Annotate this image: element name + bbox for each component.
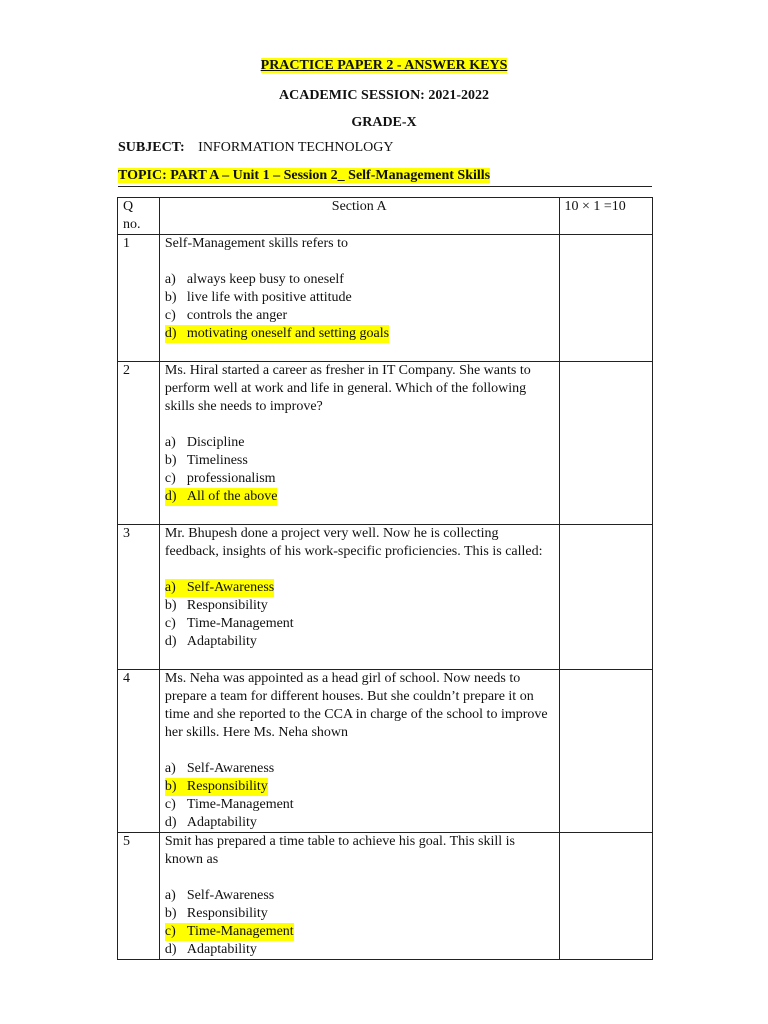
grade-label: GRADE-X xyxy=(351,115,417,130)
option-content xyxy=(165,597,268,615)
option-text: controls the anger xyxy=(186,308,288,323)
option-content xyxy=(165,814,257,832)
option-letter: d) xyxy=(164,815,177,830)
answer-option xyxy=(165,307,554,325)
option-content xyxy=(165,470,276,488)
question-text: Ms. Neha was appointed as a head girl of school. Now needs to prepare a team for different houses. But she couldn’t prepare it on time and she reported to the CCA in charge of the school to improve her skills. Here Ms. Neha shown xyxy=(164,671,548,740)
option-letter: a) xyxy=(164,435,176,450)
question-number: 4 xyxy=(118,670,160,833)
answer-option xyxy=(165,289,554,307)
option-text: professionalism xyxy=(186,471,276,486)
option-content xyxy=(165,905,268,923)
subject-label: SUBJECT: xyxy=(118,140,185,155)
option-text: always keep busy to oneself xyxy=(186,272,344,287)
question-cell xyxy=(159,235,559,362)
correct-answer-highlight xyxy=(165,923,294,941)
option-letter: a) xyxy=(164,272,176,287)
option-letter: a) xyxy=(164,580,176,595)
answer-option xyxy=(165,887,554,905)
spacer xyxy=(165,651,554,669)
option-content xyxy=(165,796,294,814)
marks-cell xyxy=(559,833,652,960)
option-letter: a) xyxy=(164,888,176,903)
answer-option xyxy=(165,615,554,633)
option-content xyxy=(165,271,344,289)
spacer xyxy=(165,343,554,361)
option-letter: d) xyxy=(164,942,177,957)
option-letter: c) xyxy=(164,616,176,631)
answer-option xyxy=(165,760,554,778)
marks-cell xyxy=(559,670,652,833)
option-content xyxy=(165,307,287,325)
answer-option xyxy=(165,778,554,796)
spacer xyxy=(165,869,554,887)
table-row xyxy=(118,362,653,525)
option-letter: c) xyxy=(164,471,176,486)
option-content xyxy=(165,941,257,959)
answer-key-table xyxy=(117,197,653,960)
answer-option xyxy=(165,452,554,470)
option-text: Adaptability xyxy=(186,942,257,957)
spacer xyxy=(165,253,554,271)
option-text: Timeliness xyxy=(186,453,248,468)
topic-line xyxy=(118,168,490,184)
answer-option xyxy=(165,905,554,923)
option-letter: b) xyxy=(164,779,177,794)
option-text: Adaptability xyxy=(186,815,257,830)
option-letter: d) xyxy=(164,489,177,504)
option-text: Self-Awareness xyxy=(186,761,275,776)
correct-answer-highlight xyxy=(165,325,389,343)
spacer xyxy=(165,561,554,579)
question-cell xyxy=(159,670,559,833)
answer-option xyxy=(165,488,554,506)
option-text: Time-Management xyxy=(186,616,294,631)
answer-option xyxy=(165,434,554,452)
answer-option xyxy=(165,633,554,651)
option-letter: b) xyxy=(164,598,177,613)
title-text: PRACTICE PAPER 2 - ANSWER KEYS xyxy=(260,58,508,73)
column-header-section: Section A xyxy=(159,198,559,235)
option-letter: c) xyxy=(164,924,176,939)
subject-value: INFORMATION TECHNOLOGY xyxy=(198,140,394,155)
option-content xyxy=(165,434,245,452)
option-letter: b) xyxy=(164,906,177,921)
question-text: Ms. Hiral started a career as fresher in IT Company. She wants to perform well at work and life in general. Which of the following skills she needs to improve? xyxy=(164,363,531,414)
marks-cell xyxy=(559,235,652,362)
option-content xyxy=(165,887,274,905)
column-header-marks: 10 × 1 =10 xyxy=(559,198,652,235)
option-letter: d) xyxy=(164,634,177,649)
option-content xyxy=(165,615,294,633)
option-text: live life with positive attitude xyxy=(186,290,352,305)
horizontal-divider xyxy=(118,186,652,187)
answer-option xyxy=(165,796,554,814)
spacer xyxy=(165,506,554,524)
answer-option xyxy=(165,941,554,959)
question-number: 5 xyxy=(118,833,160,960)
table-row xyxy=(118,525,653,670)
answer-option xyxy=(165,814,554,832)
option-letter: a) xyxy=(164,761,176,776)
marks-cell xyxy=(559,362,652,525)
option-text: motivating oneself and setting goals xyxy=(186,326,390,341)
correct-answer-highlight xyxy=(165,488,278,506)
spacer xyxy=(165,742,554,760)
option-text: Adaptability xyxy=(186,634,257,649)
option-letter: b) xyxy=(164,290,177,305)
option-content xyxy=(165,452,248,470)
table-header-row xyxy=(118,198,653,235)
topic-text: TOPIC: PART A – Unit 1 – Session 2_ Self-Management Skills xyxy=(118,168,491,183)
option-letter: c) xyxy=(164,797,176,812)
option-text: Self-Awareness xyxy=(186,580,275,595)
option-text: Self-Awareness xyxy=(186,888,275,903)
answer-option xyxy=(165,325,554,343)
table-row xyxy=(118,833,653,960)
column-header-qno: Q no. xyxy=(118,198,160,235)
question-cell xyxy=(159,362,559,525)
option-text: Time-Management xyxy=(186,797,294,812)
option-text: Responsibility xyxy=(186,906,268,921)
question-number: 3 xyxy=(118,525,160,670)
question-text: Smit has prepared a time table to achieve his goal. This skill is known as xyxy=(164,834,515,867)
answer-option xyxy=(165,923,554,941)
answer-option xyxy=(165,271,554,289)
answer-option xyxy=(165,470,554,488)
question-number: 2 xyxy=(118,362,160,525)
table-row xyxy=(118,670,653,833)
question-cell xyxy=(159,833,559,960)
option-content xyxy=(165,760,274,778)
answer-option xyxy=(165,579,554,597)
option-letter: c) xyxy=(164,308,176,323)
option-text: Responsibility xyxy=(186,598,268,613)
option-letter: b) xyxy=(164,453,177,468)
subject-line xyxy=(118,140,394,156)
option-text: All of the above xyxy=(186,489,278,504)
correct-answer-highlight xyxy=(165,778,268,796)
spacer xyxy=(165,416,554,434)
option-letter: d) xyxy=(164,326,177,341)
academic-session: ACADEMIC SESSION: 2021-2022 xyxy=(278,88,490,103)
option-text: Responsibility xyxy=(186,779,268,794)
marks-cell xyxy=(559,525,652,670)
option-content xyxy=(165,289,352,307)
option-content xyxy=(165,633,257,651)
question-text: Self-Management skills refers to xyxy=(164,236,349,251)
question-cell xyxy=(159,525,559,670)
option-text: Time-Management xyxy=(186,924,294,939)
option-text: Discipline xyxy=(186,435,245,450)
correct-answer-highlight xyxy=(165,579,274,597)
document-title xyxy=(0,58,768,74)
table-row xyxy=(118,235,653,362)
answer-option xyxy=(165,597,554,615)
question-text: Mr. Bhupesh done a project very well. Now he is collecting feedback, insights of his work-specific proficiencies. This is called: xyxy=(164,526,543,559)
question-number: 1 xyxy=(118,235,160,362)
